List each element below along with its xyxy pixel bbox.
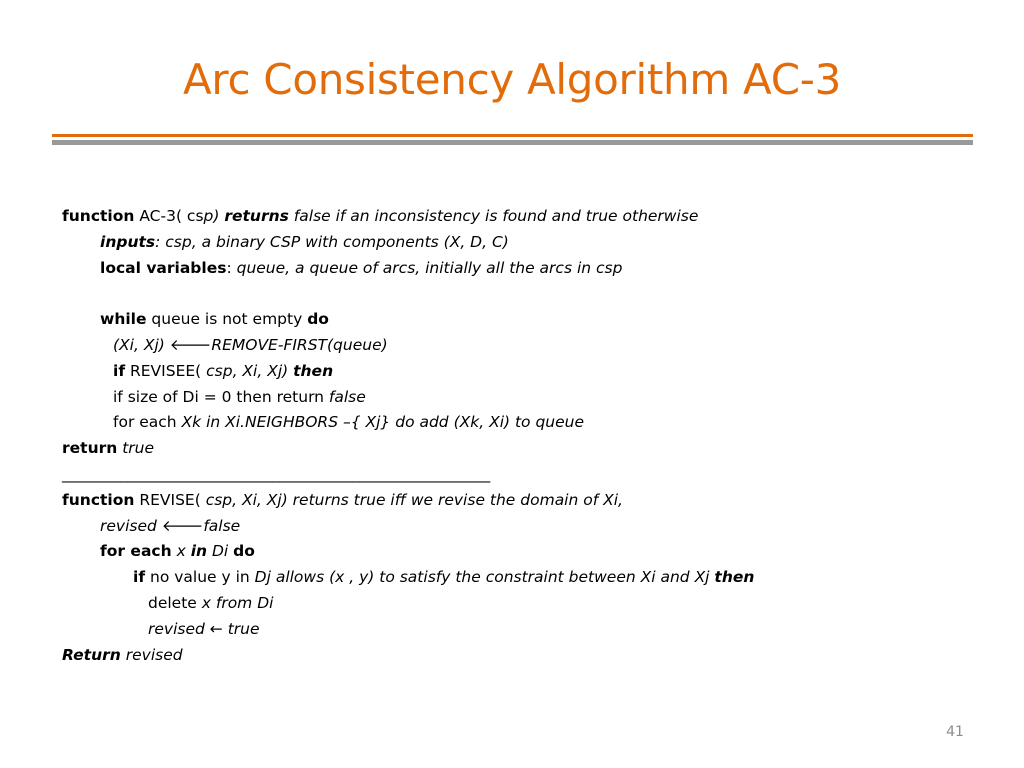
code-text: no value y in xyxy=(145,568,255,587)
keyword: function xyxy=(62,207,135,225)
code-italic: csp, Xi, Xj) xyxy=(206,361,294,380)
code-italic: (Xi, Xj) xyxy=(113,335,170,354)
code-line-for-each-neighbor xyxy=(62,410,962,436)
code-italic: true xyxy=(122,439,155,458)
code-line-revised-true xyxy=(62,617,962,643)
keyword: local variables xyxy=(100,258,227,277)
code-text: queue is not empty xyxy=(146,310,308,329)
code-text: AC-3( cs xyxy=(134,207,204,225)
code-line-remove-first xyxy=(62,333,962,359)
keyword: if xyxy=(113,361,126,380)
keyword: Return xyxy=(62,645,121,664)
code-italic: Xk in Xi.NEIGHBORS –{ Xj} do add (Xk, Xi) to queue xyxy=(181,413,585,432)
code-line-return-true xyxy=(62,436,962,462)
keyword: function xyxy=(62,490,135,509)
code-line-for-each-x xyxy=(62,539,962,565)
keyword: if xyxy=(133,568,146,587)
keyword: do xyxy=(233,542,255,561)
code-line-inputs xyxy=(62,230,962,256)
code-italic: false if an inconsistency is found and true otherwise xyxy=(288,207,699,225)
keyword: inputs xyxy=(100,232,156,251)
code-italic: Dj allows (x , y) to satisfy the constraint between Xi and Xj xyxy=(254,568,715,587)
left-arrow-icon: 🡐 xyxy=(161,516,204,535)
keyword: then xyxy=(714,568,755,587)
keyword: do xyxy=(307,310,329,329)
code-line-return-revised xyxy=(62,643,962,669)
code-italic: REMOVE-FIRST(queue) xyxy=(211,335,388,354)
title-underline-gray xyxy=(52,140,973,145)
code-italic: false xyxy=(328,387,366,406)
code-text: REVISE( xyxy=(134,490,206,509)
code-italic: x xyxy=(176,542,191,561)
keyword: returns xyxy=(224,207,289,225)
page-number: 41 xyxy=(946,724,964,740)
code-line-if-size xyxy=(62,385,962,411)
code-italic: Di xyxy=(211,542,234,561)
code-italic: queue, a queue of arcs, initially all the arcs in csp xyxy=(236,258,623,277)
keyword: return xyxy=(62,439,118,458)
left-arrow-icon: 🡐 xyxy=(169,335,212,354)
slide-title: Arc Consistency Algorithm AC-3 xyxy=(182,55,842,104)
code-italic: true xyxy=(222,619,260,638)
code-italic: x from Di xyxy=(201,593,274,612)
code-text: REVISEE( xyxy=(125,361,207,380)
code-italic: : csp, a binary CSP with components (X, D, C) xyxy=(155,232,509,251)
pseudocode-block xyxy=(62,204,962,668)
blank-line xyxy=(62,281,962,307)
code-text: delete xyxy=(148,593,202,612)
code-text: : xyxy=(226,258,237,277)
code-italic: revised xyxy=(148,619,210,638)
code-italic: csp, Xi, Xj) returns true iff we revise the domain of Xi, xyxy=(205,490,623,509)
code-italic: p) xyxy=(203,207,225,225)
code-line-ac3-signature xyxy=(62,204,962,230)
keyword: then xyxy=(293,361,334,380)
left-arrow-icon: ← xyxy=(209,619,223,638)
code-line-while xyxy=(62,307,962,333)
keyword: while xyxy=(100,310,147,329)
code-italic: revised xyxy=(100,516,162,535)
code-line-revised-false xyxy=(62,514,962,540)
keyword: in xyxy=(190,542,208,561)
keyword: for each xyxy=(100,542,172,561)
code-line-if-no-value xyxy=(62,565,962,591)
code-text: for each xyxy=(113,413,182,432)
code-line-if-revise xyxy=(62,359,962,385)
title-underline-orange xyxy=(52,134,973,137)
code-line-revise-signature xyxy=(62,488,962,514)
separator-line: ___________________________________________________________ xyxy=(62,464,490,483)
code-line-delete-x xyxy=(62,591,962,617)
code-italic: false xyxy=(203,516,241,535)
code-text: if size of Di = 0 then return xyxy=(113,387,329,406)
code-line-local-variables xyxy=(62,256,962,282)
code-italic: revised xyxy=(125,645,183,664)
